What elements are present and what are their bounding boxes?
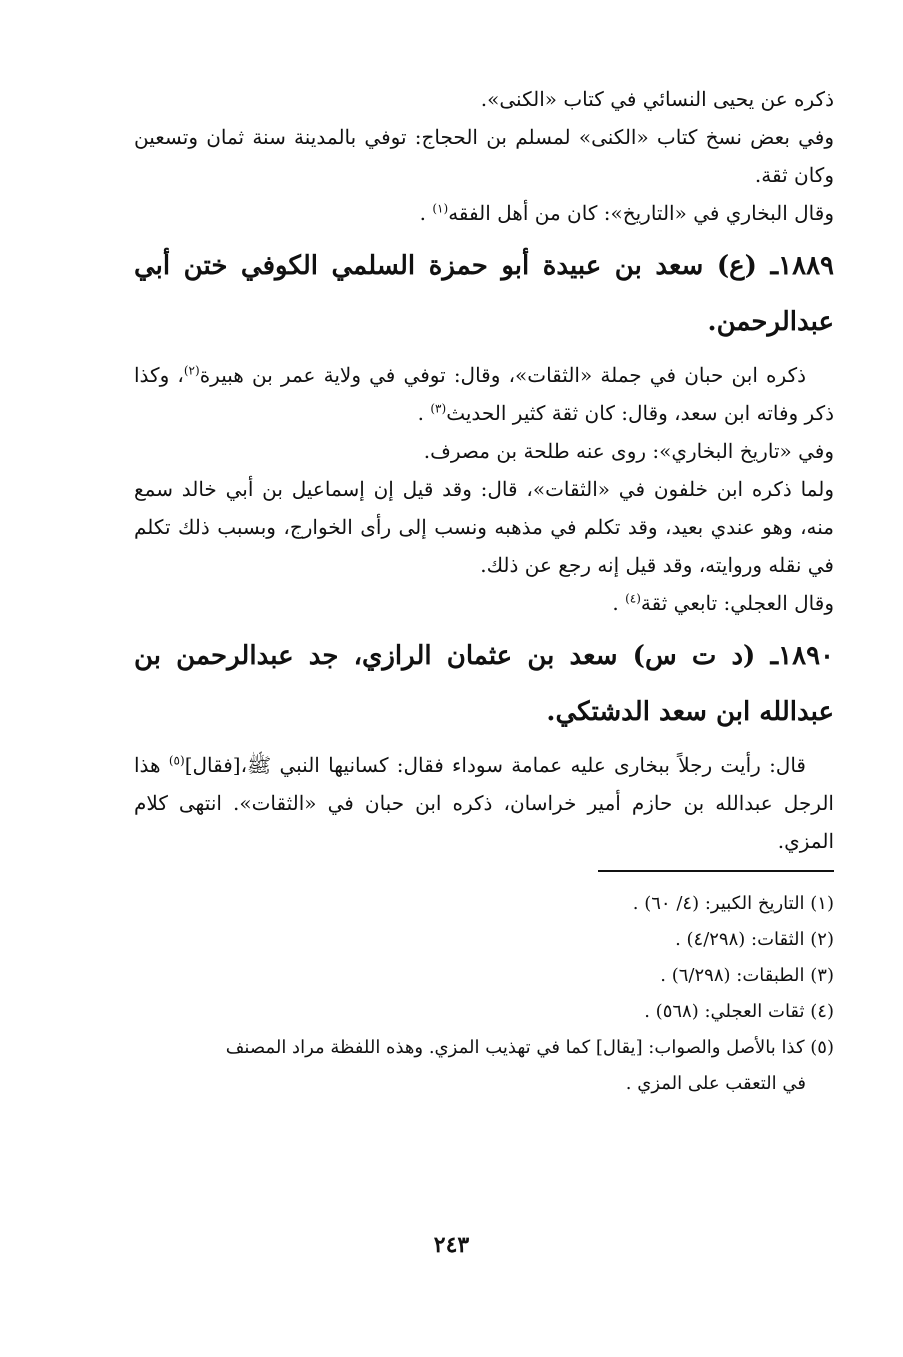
entry-heading-1890-text: ١٨٩٠ـ (د ت س) سعد بن عثمان الرازي، جد عبدالرحمن بن عبدالله ابن سعد الدشتكي. [134, 641, 834, 727]
footnote-ref-1[interactable]: (١) [432, 201, 449, 216]
paragraph-4 [134, 356, 834, 432]
entry-heading-1890 [134, 628, 834, 740]
paragraph-8-text-b: هذا الرجل عبدالله بن حازم أمير خراسان، ذكره ابن حبان في «الثقات». انتهى كلام المزي. [134, 753, 834, 853]
paragraph-3-end: . [419, 201, 433, 225]
paragraph-4-text-a: ذكره ابن حبان في جملة «الثقات»، وقال: توفي في ولاية عمر بن هبيرة [199, 363, 806, 387]
paragraph-5 [134, 432, 834, 470]
footnote-ref-2[interactable]: (٢) [183, 363, 200, 378]
paragraph-2-text: وفي بعض نسخ كتاب «الكنى» لمسلم بن الحجاج: توفي بالمدينة سنة ثمان وتسعين وكان ثقة. [134, 125, 834, 187]
paragraph-7-end: . [612, 591, 626, 615]
footnote-1: (١) التاريخ الكبير: (٤/ ٦٠) . [632, 893, 834, 914]
footnote-5-line-1: (٥) كذا بالأصل والصواب: [يقال] كما في تهذيب المزي. وهذه اللفظة مراد المصنف [225, 1037, 834, 1058]
entry-heading-1889 [134, 238, 834, 350]
footnote-2: (٢) الثقات: (٤/٢٩٨) . [675, 929, 834, 950]
footnote-ref-4[interactable]: (٤) [625, 591, 641, 606]
paragraph-4-text-b: ، وكذا ذكر وفاته ابن سعد، وقال: كان ثقة كثير الحديث [134, 363, 834, 425]
footnote-divider [598, 870, 834, 872]
paragraph-1 [134, 80, 834, 118]
footnote-4: (٤) ثقات العجلي: (٥٦٨) . [644, 1001, 834, 1022]
page-number: ٢٤٣ [433, 1232, 470, 1258]
page-body [134, 80, 834, 1102]
footnote-3: (٣) الطبقات: (٦/٢٩٨) . [660, 965, 834, 986]
footnote-5-line-2: في التعقب على المزي . [625, 1073, 806, 1094]
footnote-ref-5[interactable]: (٥) [168, 753, 185, 768]
paragraph-7-text: وقال العجلي: تابعي ثقة [640, 591, 834, 615]
paragraph-8-text-a: قال: رأيت رجلاً ببخارى عليه عمامة سوداء فقال: كسانيها النبي ﷺ،[فقال] [184, 753, 806, 777]
paragraph-3-text: وقال البخاري في «التاريخ»: كان من أهل الفقه [448, 201, 834, 225]
paragraph-3 [134, 194, 834, 232]
paragraph-1-text: ذكره عن يحيى النسائي في كتاب «الكنى». [480, 87, 834, 111]
paragraph-2 [134, 118, 834, 194]
paragraph-7 [134, 584, 834, 622]
paragraph-4-end: . [417, 401, 431, 425]
paragraph-8 [134, 746, 834, 860]
entry-heading-1889-text: ١٨٨٩ـ (ع) سعد بن عبيدة أبو حمزة السلمي الكوفي ختن أبي عبدالرحمن. [134, 251, 834, 337]
footnote-ref-3[interactable]: (٣) [430, 401, 447, 416]
footnotes [134, 886, 834, 1102]
paragraph-6 [134, 470, 834, 584]
paragraph-6-text: ولما ذكره ابن خلفون في «الثقات»، قال: وقد قيل إن إسماعيل بن أبي خالد سمع منه، وهو عندي بعيد، وقد تكلم في مذهبه ونسب إلى رأى الخوارج، وبسبب ذلك تكلم في نقله وروايته، وقد قيل إنه رجع عن ذلك. [134, 477, 834, 577]
paragraph-5-text: وفي «تاريخ البخاري»: روى عنه طلحة بن مصرف. [423, 439, 834, 463]
